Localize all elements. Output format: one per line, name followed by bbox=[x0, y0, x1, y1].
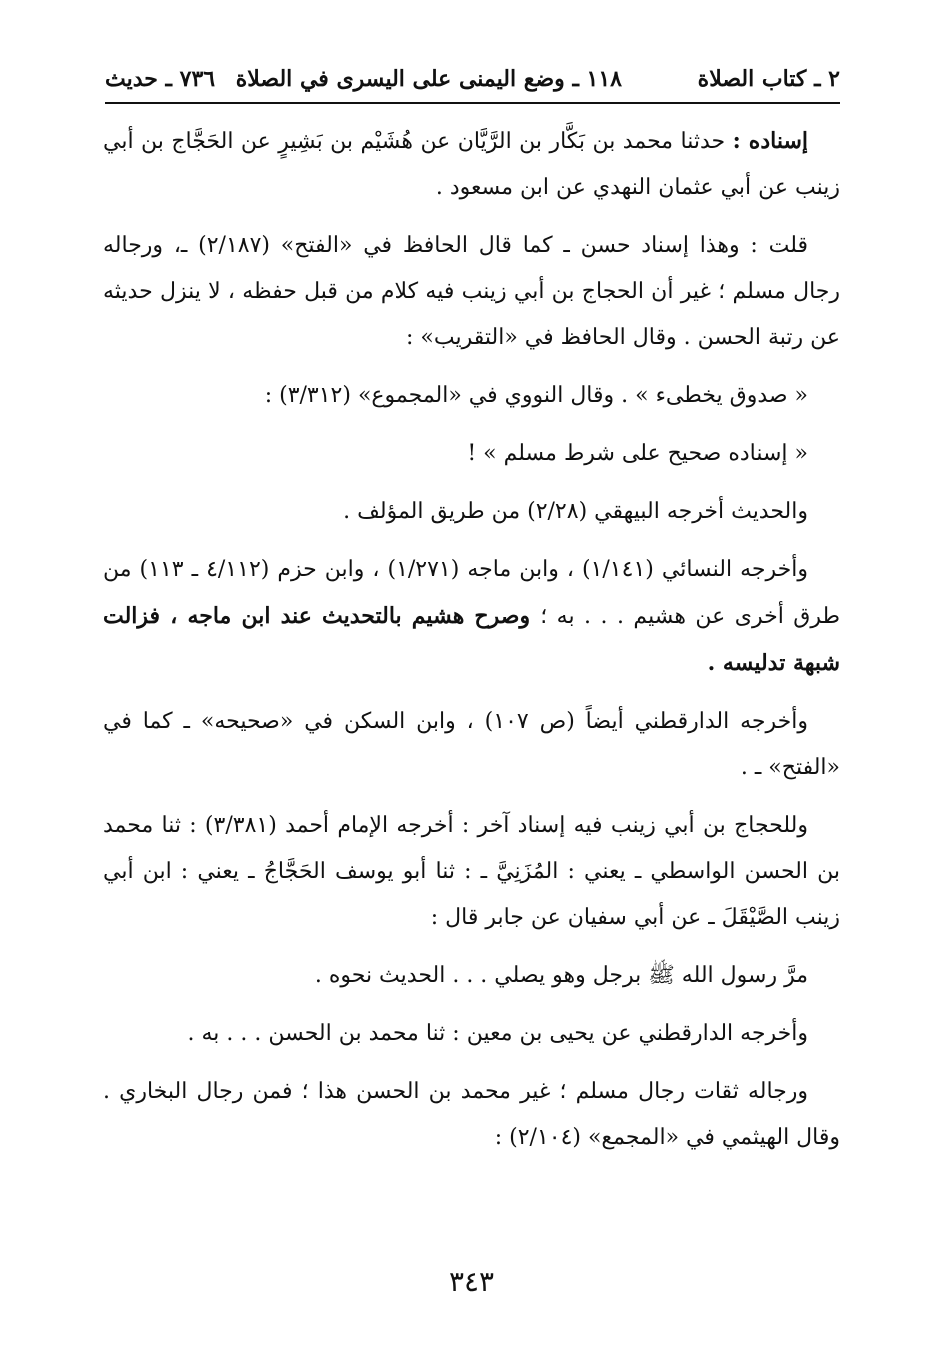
isnad-paragraph bbox=[103, 118, 840, 211]
bayhaqi-paragraph: والحديث أخرجه البيهقي (٢/٢٨) من طريق المؤلف . bbox=[343, 499, 808, 524]
hadith-text: مرَّ رسول الله ﷺ برجل وهو يصلي . . . الحديث نحوه . bbox=[314, 963, 808, 988]
header-book-title: ٢ ـ كتاب الصلاة bbox=[697, 66, 840, 92]
isnad-label: إسناده : bbox=[732, 128, 809, 154]
isnad-text: حدثنا محمد بن بَكَّار بن الرَّيَّان عن هُشَيْم بن بَشِيرٍ عن الحَجَّاج بن أبي زينب عن أبي عثمان النهدي عن ابن مسعود . bbox=[103, 129, 840, 200]
header-chapter-title: ١١٨ ـ وضع اليمنى على اليسرى في الصلاة bbox=[235, 66, 622, 92]
page-number: ٣٤٣ bbox=[448, 1265, 495, 1298]
quote-nawawi: « إسناده صحيح على شرط مسلم » ! bbox=[467, 441, 808, 466]
quote-taqrib: « صدوق يخطىء » . وقال النووي في «المجموع» (٣/٣١٢) : bbox=[264, 383, 808, 408]
takhrij-paragraph bbox=[103, 547, 840, 687]
rijal-paragraph: ورجاله ثقات رجال مسلم ؛ غير محمد بن الحسن هذا ؛ فمن رجال البخاري . وقال الهيثمي في «المجمع» (٢/١٠٤) : bbox=[103, 1079, 840, 1150]
running-header bbox=[105, 58, 840, 104]
takhrij-note: وصرح هشيم بالتحديث عند ابن ماجه ، فزالت شبهة تدليسه . bbox=[103, 603, 840, 676]
grading-paragraph: قلت : وهذا إسناد حسن ـ كما قال الحافظ في «الفتح» (٢/١٨٧) ـ، ورجاله رجال مسلم ؛ غير أن الحجاج بن أبي زينب فيه كلام من قبل حفظه ، لا ينزل حديثه عن رتبة الحسن . وقال الحافظ في «التقريب» : bbox=[103, 233, 840, 350]
second-isnad-paragraph: وللحجاج بن أبي زينب فيه إسناد آخر : أخرجه الإمام أحمد (٣/٣٨١) : ثنا محمد بن الحسن الواسطي ـ يعني : المُزَنِيَّ ـ : ثنا أبو يوسف الحَجَّاجُ ـ يعني : ابن أبي زينب الصَّيْقَلَ ـ عن أبي سفيان عن جابر قال : bbox=[103, 813, 840, 930]
daraqutni-paragraph: وأخرجه الدارقطني أيضاً (ص ١٠٧) ، وابن السكن في «صحيحه» ـ كما في «الفتح» ـ . bbox=[103, 709, 840, 780]
page-body bbox=[103, 118, 840, 1173]
takhrij-text: وأخرجه النسائي (١/١٤١) ، وابن ماجه (١/٢٧١) ، وابن حزم (٤/١١٢ ـ ١١٣) من طرق أخرى عن هشيم . . . به ؛ bbox=[103, 557, 840, 629]
daraqutni-ibn-main-paragraph: وأخرجه الدارقطني عن يحيى بن معين : ثنا محمد بن الحسن . . . به . bbox=[187, 1021, 808, 1046]
header-hadith-number: ٧٣٦ ـ حديث bbox=[105, 66, 216, 92]
